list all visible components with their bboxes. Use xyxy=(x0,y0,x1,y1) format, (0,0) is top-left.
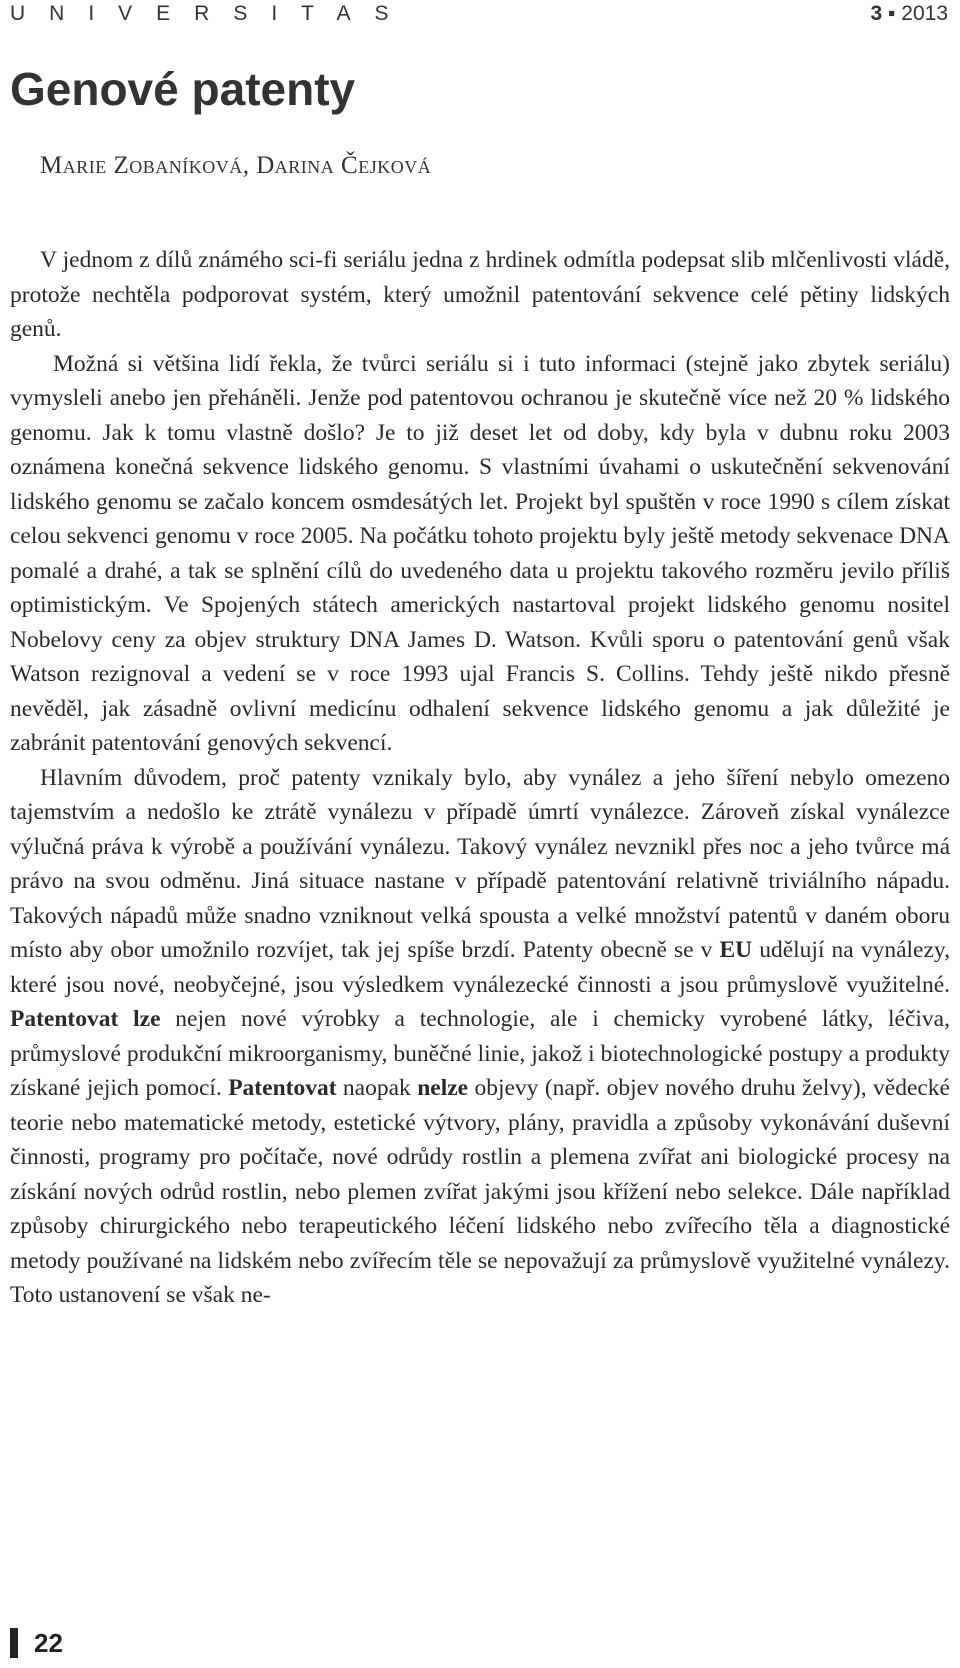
page-number: 22 xyxy=(34,1627,63,1658)
paragraph-2: Možná si většina lidí řekla, že tvůrci seriálu si i tuto informaci (stejně jako zbytek seriálu) vymysleli anebo jen přeháněli. Jenže pod patentovou ochranou je skutečně více než 20 % lidského genomu. Jak k tomu vlastně došlo? Je to již deset let od doby, kdy byla v dubnu roku 2003 oznámena konečná sekvence lidského genomu. S vlastními úvahami o uskutečnění sekvenování lidského genomu se začalo koncem osmdesátých let. Projekt byl spuštěn v roce 1990 s cílem získat celou sekvenci genomu v roce 2005. Na počátku tohoto projektu byly ještě metody sekvenace DNA pomalé a drahé, a tak se splnění cílů do uvedeného data u projektu takového rozměru jevilo příliš optimistickým. Ve Spojených státech amerických nastartoval projekt lidského genomu nositel Nobelovy ceny za objev struktury DNA James D. Watson. Kvůli sporu o patentování genů však Watson rezignoval a vedení se v roce 1993 ujal Francis S. Collins. Tehdy ještě nikdo přesně nevěděl, jak zásadně ovlivní medicínu odhalení sekvence lidského genomu a jak důležité je zabránit patentování genových sekvencí. xyxy=(10,350,950,756)
paragraph-1: V jednom z dílů známého sci-fi seriálu jedna z hrdinek odmítla podepsat slib mlčenlivosti vládě, protože nechtěla podporovat systém, který umožnil patentování sekvence celé pětiny lidských genů. xyxy=(10,247,950,342)
article-body xyxy=(10,243,950,1313)
paragraph-3-text-d: naopak xyxy=(336,1075,418,1101)
journal-masthead: UNIVERSITAS xyxy=(10,2,413,25)
emphasis-patentovat: Patentovat xyxy=(228,1075,337,1101)
emphasis-eu: EU xyxy=(719,937,753,963)
page-footer xyxy=(10,1625,63,1661)
paragraph-3 xyxy=(10,761,950,1313)
article-authors: Marie Zobaníková, Darina Čejková xyxy=(40,152,432,179)
page-marker-bar xyxy=(10,1628,18,1658)
issue-year: 2013 xyxy=(901,2,948,25)
paragraph-3-text-e: objevy (např. objev nového druhu želvy), vědecké teorie nebo matematické metody, estetické výtvory, plány, pravidla a způsoby vykonávání duševní činnosti, programy pro počítače, nové odrůdy rostlin a plemena zvířat ani biologické procesy na získání nových odrůd rostlin, nebo plemen zvířat jakými jsou křížení nebo selekce. Dále například způsoby chirurgického nebo terapeutického léčení lidského nebo zvířecího těla a diagnostické metody používané na lidském nebo zvířecím těle se nepovažují za průmyslově využitelné vynálezy. Toto ustanovení se však ne- xyxy=(10,1075,950,1308)
emphasis-patentovat-lze: Patentovat lze xyxy=(10,1006,161,1032)
paragraph-3-text-b: udělují na vynálezy, které jsou nové, neobyčejné, jsou výsledkem vynálezecké činnosti a jsou průmyslově využitelné. xyxy=(10,937,950,998)
paragraph-3-text-c: nejen nové výrobky a technologie, ale i chemicky vyrobené látky, léčiva, průmyslové produkční mikroorganismy, buněčné linie, jakož i biotechnologické postupy a produkty získané jejich pomocí. xyxy=(10,1006,950,1101)
page-header xyxy=(10,2,950,32)
issue-label xyxy=(870,2,948,26)
paragraph-3-text-a: Hlavním důvodem, proč patenty vznikaly bylo, aby vynález a jeho šíření nebylo omezeno tajemstvím a nedošlo ke ztrátě vynálezu v případě úmrtí vynálezce. Zároveň získal vynálezce výlučná práva k výrobě a používání vynálezu. Takový vynález nevznikl přes noc a jeho tvůrce má právo na svou odměnu. Jiná situace nastane v případě patentování relativně triviálního nápadu. Takových nápadů může snadno vzniknout velká spousta a velké množství patentů v daném oboru místo aby obor umožnilo rozvíjet, tak jej spíše brzdí. Patenty obecně se v xyxy=(10,764,950,963)
article-title: Genové patenty xyxy=(10,63,356,115)
emphasis-nelze: nelze xyxy=(417,1075,469,1101)
issue-separator: ▪ xyxy=(887,2,896,25)
issue-number: 3 xyxy=(870,2,883,25)
